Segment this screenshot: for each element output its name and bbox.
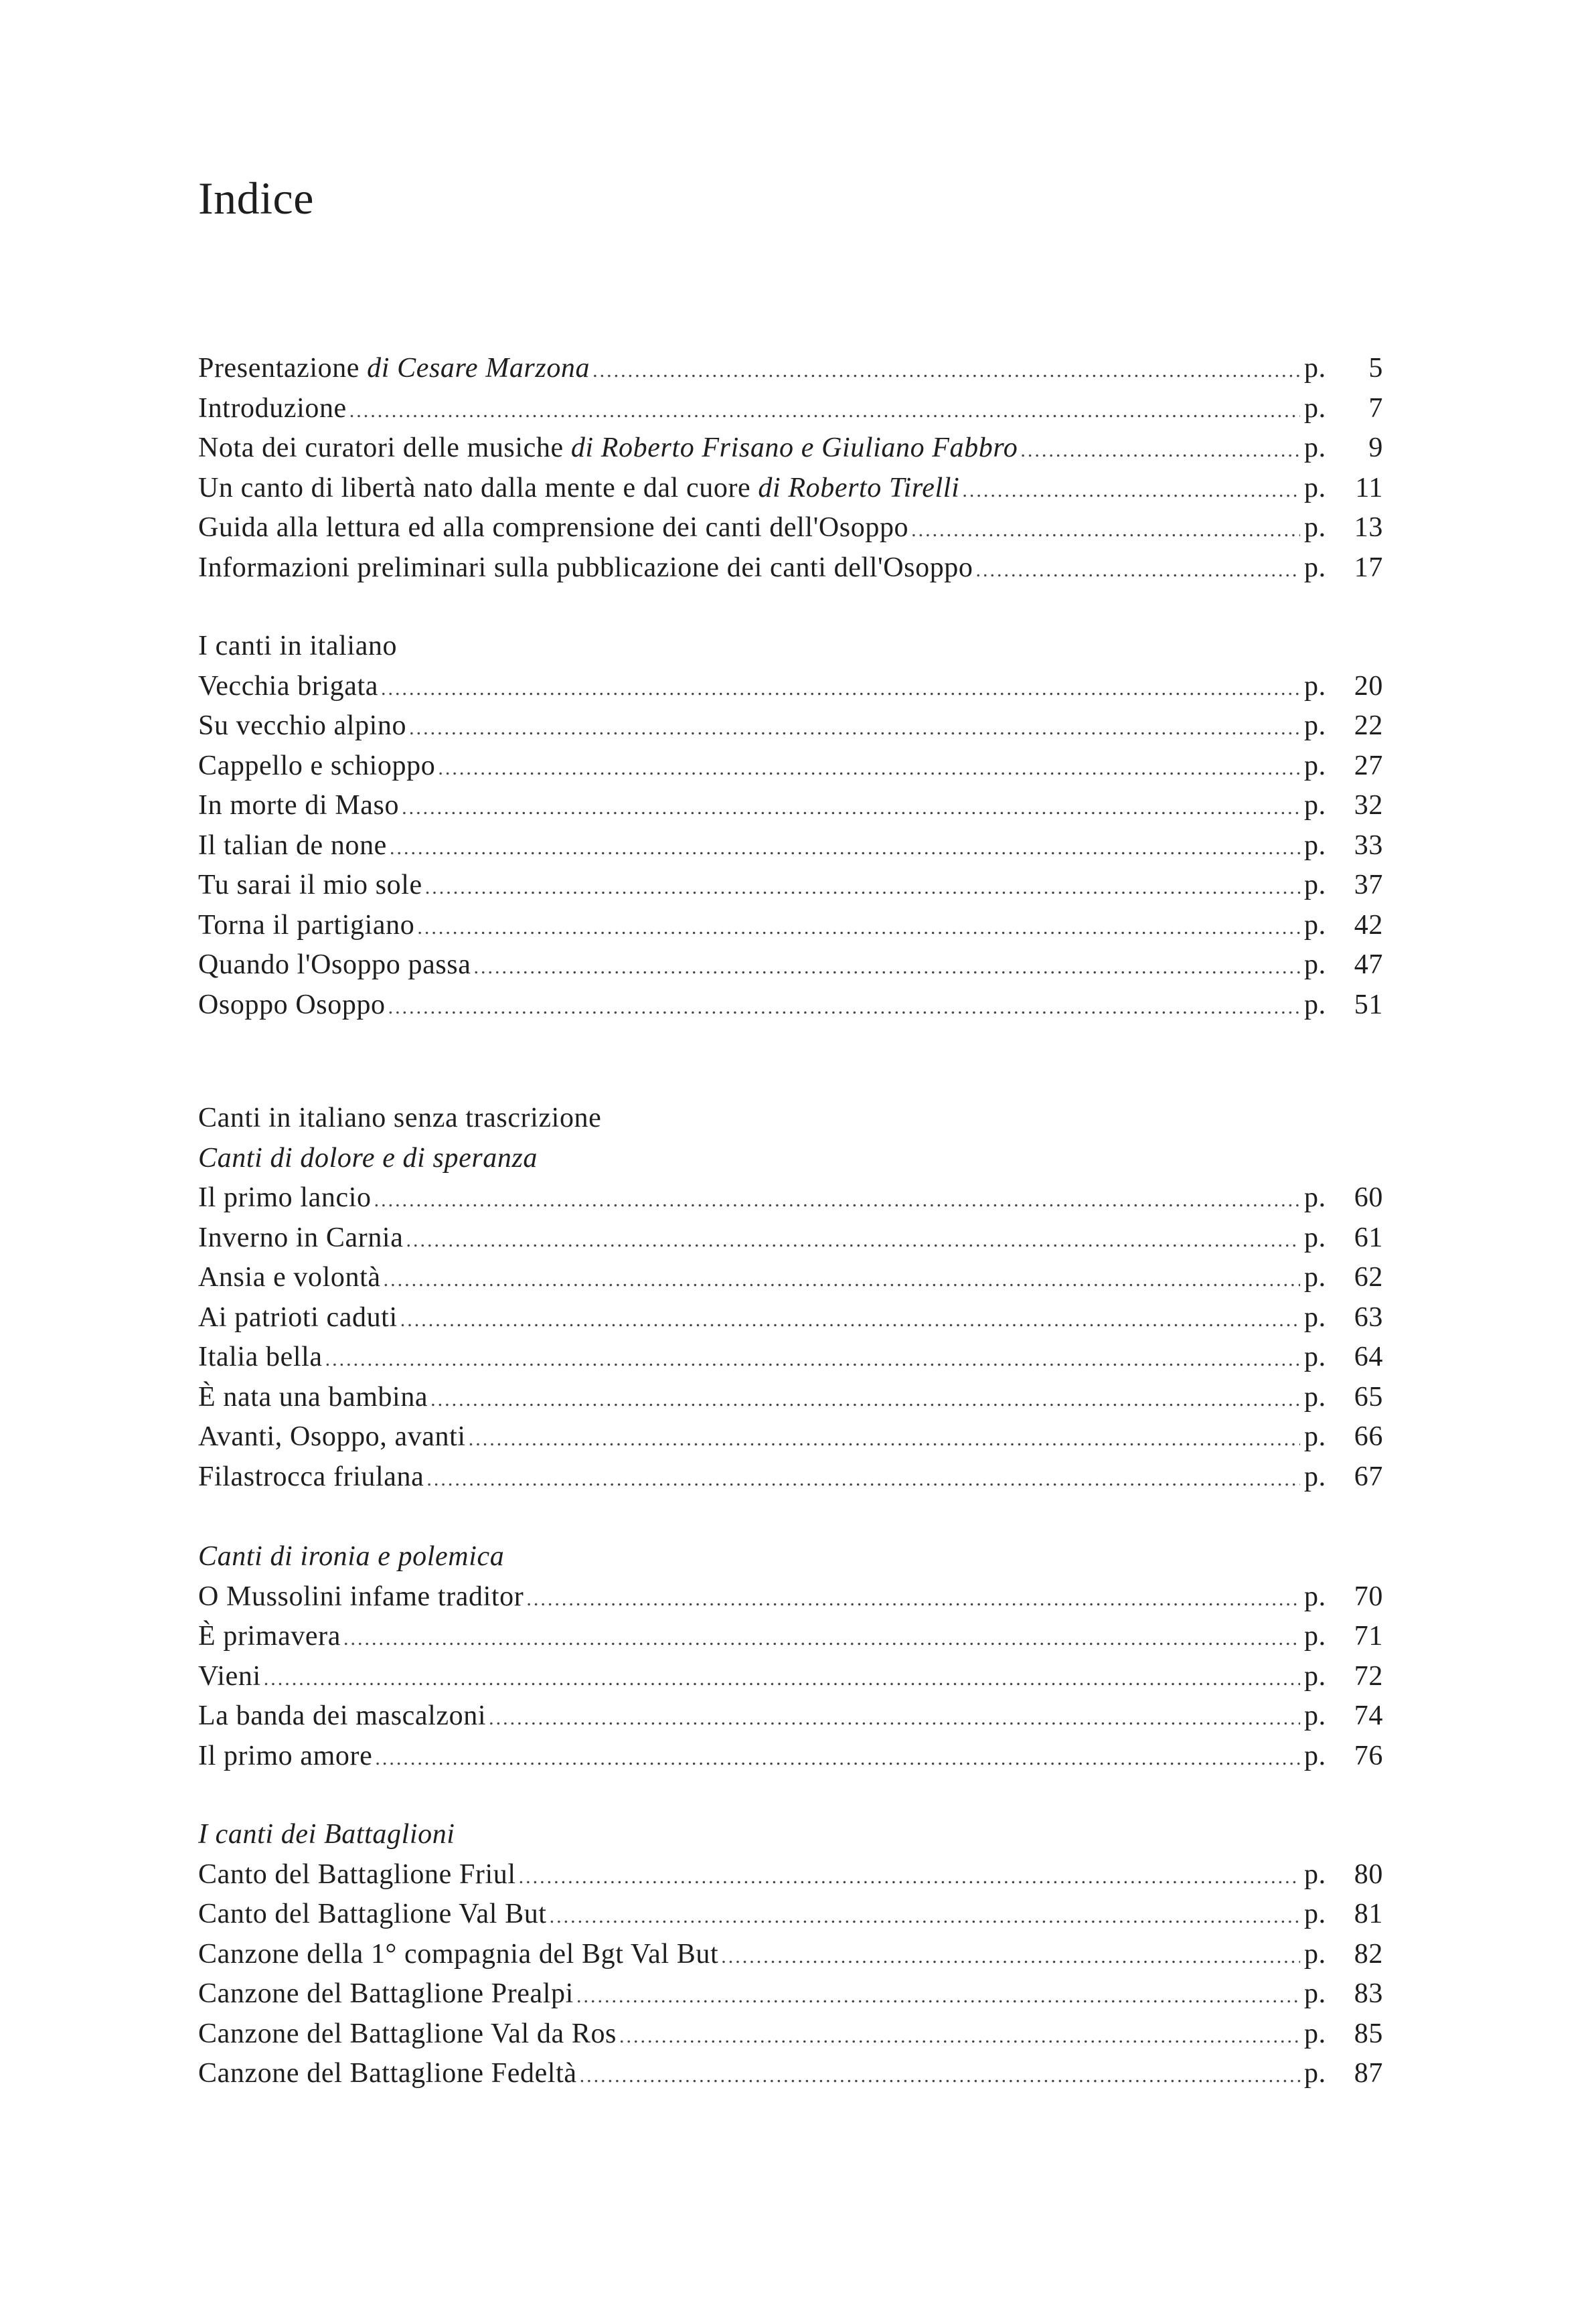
entry-title: In morte di Maso	[198, 790, 400, 821]
entry-title: Ansia e volontà	[198, 1262, 381, 1293]
page-reference	[1304, 428, 1383, 468]
page-reference	[1304, 1656, 1383, 1696]
page-number: 42	[1354, 909, 1383, 941]
toc-entry	[198, 2053, 1383, 2093]
toc-entry	[198, 468, 1383, 508]
page-number: 74	[1354, 1700, 1383, 1731]
toc-entry	[198, 746, 1383, 786]
page-number: 81	[1354, 1899, 1383, 1929]
toc-entry	[198, 905, 1383, 945]
dot-leader	[425, 868, 1300, 908]
page-prefix: p.	[1304, 1978, 1326, 2009]
page-number: 64	[1354, 1342, 1383, 1372]
dot-leader	[374, 1180, 1300, 1220]
toc-entry	[198, 348, 1383, 388]
section-subheading: I canti dei Battaglioni	[198, 1819, 455, 1850]
dot-leader	[430, 1380, 1300, 1420]
page-reference	[1304, 1974, 1383, 2014]
entry-author: di Cesare Marzona	[360, 353, 590, 384]
dot-leader	[438, 748, 1300, 789]
dot-leader	[417, 908, 1300, 948]
page-number: 37	[1354, 870, 1383, 900]
page-prefix: p.	[1304, 1938, 1326, 1970]
entry-title: Il talian de none	[198, 829, 387, 861]
entry-title: Canto del Battaglione Friul	[198, 1858, 516, 1890]
toc-entry	[198, 1257, 1383, 1297]
dot-leader	[721, 1937, 1300, 1977]
toc-entry	[198, 1616, 1383, 1656]
page-number: 13	[1354, 512, 1383, 543]
page-reference	[1304, 1696, 1383, 1736]
page-reference	[1304, 1616, 1383, 1656]
entry-title: Italia bella	[198, 1342, 323, 1372]
entry-title: La banda dei mascalzoni	[198, 1700, 487, 1731]
entry-title: Avanti, Osoppo, avanti	[198, 1421, 466, 1452]
page-number: 60	[1354, 1182, 1383, 1213]
page-prefix: p.	[1304, 909, 1326, 941]
section-heading: I canti in italiano	[198, 631, 398, 661]
page-number: 63	[1354, 1301, 1383, 1333]
page-reference	[1304, 1377, 1383, 1417]
toc-entry	[198, 1178, 1383, 1218]
dot-leader	[580, 2056, 1300, 2096]
page-number: 65	[1354, 1381, 1383, 1413]
dot-leader	[409, 708, 1300, 748]
page-reference	[1304, 1178, 1383, 1218]
dot-leader	[550, 1897, 1300, 1937]
dot-leader	[592, 351, 1300, 391]
dot-leader	[325, 1340, 1300, 1380]
toc-entry	[198, 985, 1383, 1025]
page-prefix: p.	[1304, 1421, 1326, 1452]
page-reference	[1304, 1457, 1383, 1497]
page-reference	[1304, 1736, 1383, 1776]
entry-title: Cappello e schioppo	[198, 750, 436, 781]
dot-leader	[402, 788, 1300, 828]
entry-title: Canzone del Battaglione Val da Ros	[198, 2018, 617, 2049]
page-reference	[1304, 1854, 1383, 1895]
dot-leader	[384, 1260, 1300, 1300]
page-reference	[1304, 1297, 1383, 1338]
toc-entry	[198, 1934, 1383, 1974]
entry-title: Nota dei curatori delle musiche	[198, 432, 564, 463]
page-number: 80	[1354, 1858, 1383, 1890]
entry-title: Vecchia brigata	[198, 670, 379, 702]
page-reference	[1304, 548, 1383, 588]
dot-leader	[1020, 430, 1300, 471]
dot-leader	[976, 550, 1300, 590]
page-prefix: p.	[1304, 750, 1326, 781]
entry-title: O Mussolini infame traditor	[198, 1581, 524, 1612]
entry-title: Un canto di libertà nato dalla mente e dal cuore	[198, 472, 751, 503]
entry-title: Guida alla lettura ed alla comprensione dei canti dell'Osoppo	[198, 512, 909, 543]
dot-leader	[426, 1459, 1300, 1500]
entry-title: Su vecchio alpino	[198, 710, 407, 741]
entry-title: Canzone del Battaglione Prealpi	[198, 1978, 574, 2009]
page-prefix: p.	[1304, 1581, 1326, 1612]
entry-title: Informazioni preliminari sulla pubblicazione dei canti dell'Osoppo	[198, 552, 973, 583]
toc-entry	[198, 1736, 1383, 1776]
section-heading: Canti in italiano senza trascrizione	[198, 1103, 602, 1133]
dot-leader	[406, 1220, 1300, 1261]
entry-title: Presentazione	[198, 353, 360, 384]
page-prefix: p.	[1304, 432, 1326, 463]
toc-entry	[198, 548, 1383, 588]
dot-leader	[519, 1857, 1300, 1897]
page-prefix: p.	[1304, 829, 1326, 861]
dot-leader	[390, 828, 1300, 868]
entry-title: Torna il partigiano	[198, 909, 415, 941]
page-prefix: p.	[1304, 2018, 1326, 2049]
dot-leader	[962, 471, 1300, 511]
page-reference	[1304, 1337, 1383, 1377]
page-reference	[1304, 746, 1383, 786]
page-prefix: p.	[1304, 790, 1326, 821]
dot-leader	[264, 1659, 1300, 1699]
page-number: 5	[1368, 353, 1383, 384]
entry-title: Il primo amore	[198, 1740, 373, 1771]
page-reference	[1304, 1257, 1383, 1297]
toc-entry	[198, 1696, 1383, 1736]
page-prefix: p.	[1304, 1621, 1326, 1652]
page-prefix: p.	[1304, 392, 1326, 424]
entry-title: Tu sarai il mio sole	[198, 870, 422, 900]
page-reference	[1304, 905, 1383, 945]
entry-title: Ai patrioti caduti	[198, 1301, 398, 1333]
page-reference	[1304, 1218, 1383, 1258]
page-number: 33	[1354, 829, 1383, 861]
dot-leader	[576, 1976, 1300, 2016]
page-reference	[1304, 825, 1383, 866]
page-number: 20	[1354, 670, 1383, 702]
page-prefix: p.	[1304, 710, 1326, 741]
page-reference	[1304, 666, 1383, 706]
page-number: 11	[1355, 472, 1383, 503]
page-number: 22	[1354, 710, 1383, 741]
page-reference	[1304, 865, 1383, 905]
page-reference	[1304, 1894, 1383, 1934]
toc-entry	[198, 388, 1383, 428]
toc-entry	[198, 507, 1383, 548]
page-prefix: p.	[1304, 1381, 1326, 1413]
page-prefix: p.	[1304, 552, 1326, 583]
toc-entry	[198, 1377, 1383, 1417]
page-number: 72	[1354, 1660, 1383, 1692]
toc-entry	[198, 1337, 1383, 1377]
toc-entry	[198, 1656, 1383, 1696]
page-number: 70	[1354, 1581, 1383, 1612]
entry-author: di Roberto Frisano e Giuliano Fabbro	[563, 432, 1018, 463]
entry-title: Canzone del Battaglione Fedeltà	[198, 2058, 577, 2089]
page-reference	[1304, 1577, 1383, 1617]
entry-author: di Roberto Tirelli	[750, 472, 960, 503]
page-prefix: p.	[1304, 512, 1326, 543]
dot-leader	[400, 1300, 1300, 1340]
entry-title: Inverno in Carnia	[198, 1222, 404, 1253]
toc-entry	[198, 825, 1383, 866]
page-reference	[1304, 985, 1383, 1025]
page-number: 71	[1354, 1621, 1383, 1652]
dot-leader	[469, 1419, 1300, 1459]
page-prefix: p.	[1304, 670, 1326, 702]
dot-leader	[375, 1739, 1300, 1779]
dot-leader	[349, 391, 1300, 431]
page-reference	[1304, 468, 1383, 508]
page-number: 61	[1354, 1222, 1383, 1253]
toc-entry	[198, 865, 1383, 905]
page-number: 83	[1354, 1978, 1383, 2009]
toc-entry	[198, 706, 1383, 746]
dot-leader	[381, 669, 1300, 709]
page-prefix: p.	[1304, 1182, 1326, 1213]
entry-title: Il primo lancio	[198, 1182, 372, 1213]
page-prefix: p.	[1304, 870, 1326, 900]
toc-entry	[198, 666, 1383, 706]
page-reference	[1304, 507, 1383, 548]
page-number: 85	[1354, 2018, 1383, 2049]
page-reference	[1304, 1417, 1383, 1457]
page-title: Indice	[198, 173, 314, 224]
dot-leader	[473, 947, 1300, 987]
page-prefix: p.	[1304, 472, 1326, 503]
page-prefix: p.	[1304, 353, 1326, 384]
page-prefix: p.	[1304, 1262, 1326, 1293]
page-prefix: p.	[1304, 1899, 1326, 1929]
page-number: 82	[1354, 1938, 1383, 1970]
page-prefix: p.	[1304, 1222, 1326, 1253]
toc-entry	[198, 1218, 1383, 1258]
page-prefix: p.	[1304, 1461, 1326, 1492]
dot-leader	[388, 987, 1300, 1028]
page-reference	[1304, 1934, 1383, 1974]
toc-entry	[198, 1457, 1383, 1497]
section-subheading: Canti di dolore e di speranza	[198, 1142, 538, 1174]
page-number: 66	[1354, 1421, 1383, 1452]
toc-entry	[198, 1577, 1383, 1617]
page-number: 76	[1354, 1740, 1383, 1771]
page-prefix: p.	[1304, 989, 1326, 1020]
entry-title: Vieni	[198, 1660, 261, 1692]
page-reference	[1304, 2053, 1383, 2093]
page-number: 27	[1354, 750, 1383, 781]
page-number: 51	[1354, 989, 1383, 1020]
page-reference	[1304, 2014, 1383, 2054]
entry-title: Canto del Battaglione Val But	[198, 1899, 547, 1929]
dot-leader	[619, 2016, 1300, 2057]
dot-leader	[489, 1698, 1300, 1739]
toc-entry	[198, 785, 1383, 825]
entry-title: Canzone della 1° compagnia del Bgt Val But	[198, 1938, 719, 1970]
page-reference	[1304, 348, 1383, 388]
toc-entry	[198, 1894, 1383, 1934]
entry-title: Filastrocca friulana	[198, 1461, 424, 1492]
dot-leader	[343, 1619, 1300, 1659]
page-number: 67	[1354, 1461, 1383, 1492]
page-reference	[1304, 706, 1383, 746]
page-prefix: p.	[1304, 2058, 1326, 2089]
page-number: 32	[1354, 790, 1383, 821]
entry-title: È primavera	[198, 1621, 341, 1652]
entry-title: Quando l'Osoppo passa	[198, 949, 471, 980]
page-number: 7	[1368, 392, 1383, 424]
page-number: 62	[1354, 1262, 1383, 1293]
toc-entry	[198, 1417, 1383, 1457]
page-prefix: p.	[1304, 1301, 1326, 1333]
page-prefix: p.	[1304, 1660, 1326, 1692]
page-prefix: p.	[1304, 1700, 1326, 1731]
toc-entry	[198, 1974, 1383, 2014]
page-number: 47	[1354, 949, 1383, 980]
toc-entry	[198, 1297, 1383, 1338]
page-reference	[1304, 945, 1383, 985]
page-reference	[1304, 388, 1383, 428]
page-prefix: p.	[1304, 1342, 1326, 1372]
page-number: 9	[1368, 432, 1383, 463]
toc-entry	[198, 2014, 1383, 2054]
dot-leader	[526, 1579, 1300, 1619]
page-prefix: p.	[1304, 1740, 1326, 1771]
page-number: 17	[1354, 552, 1383, 583]
page-prefix: p.	[1304, 1858, 1326, 1890]
entry-title: È nata una bambina	[198, 1381, 428, 1413]
page-reference	[1304, 785, 1383, 825]
entry-title: Introduzione	[198, 392, 347, 424]
entry-title: Osoppo Osoppo	[198, 989, 386, 1020]
toc-entry	[198, 1854, 1383, 1895]
page-prefix: p.	[1304, 949, 1326, 980]
dot-leader	[911, 510, 1300, 550]
toc-entry	[198, 945, 1383, 985]
section-subheading: Canti di ironia e polemica	[198, 1541, 505, 1572]
toc-entry	[198, 428, 1383, 468]
page-number: 87	[1354, 2058, 1383, 2089]
